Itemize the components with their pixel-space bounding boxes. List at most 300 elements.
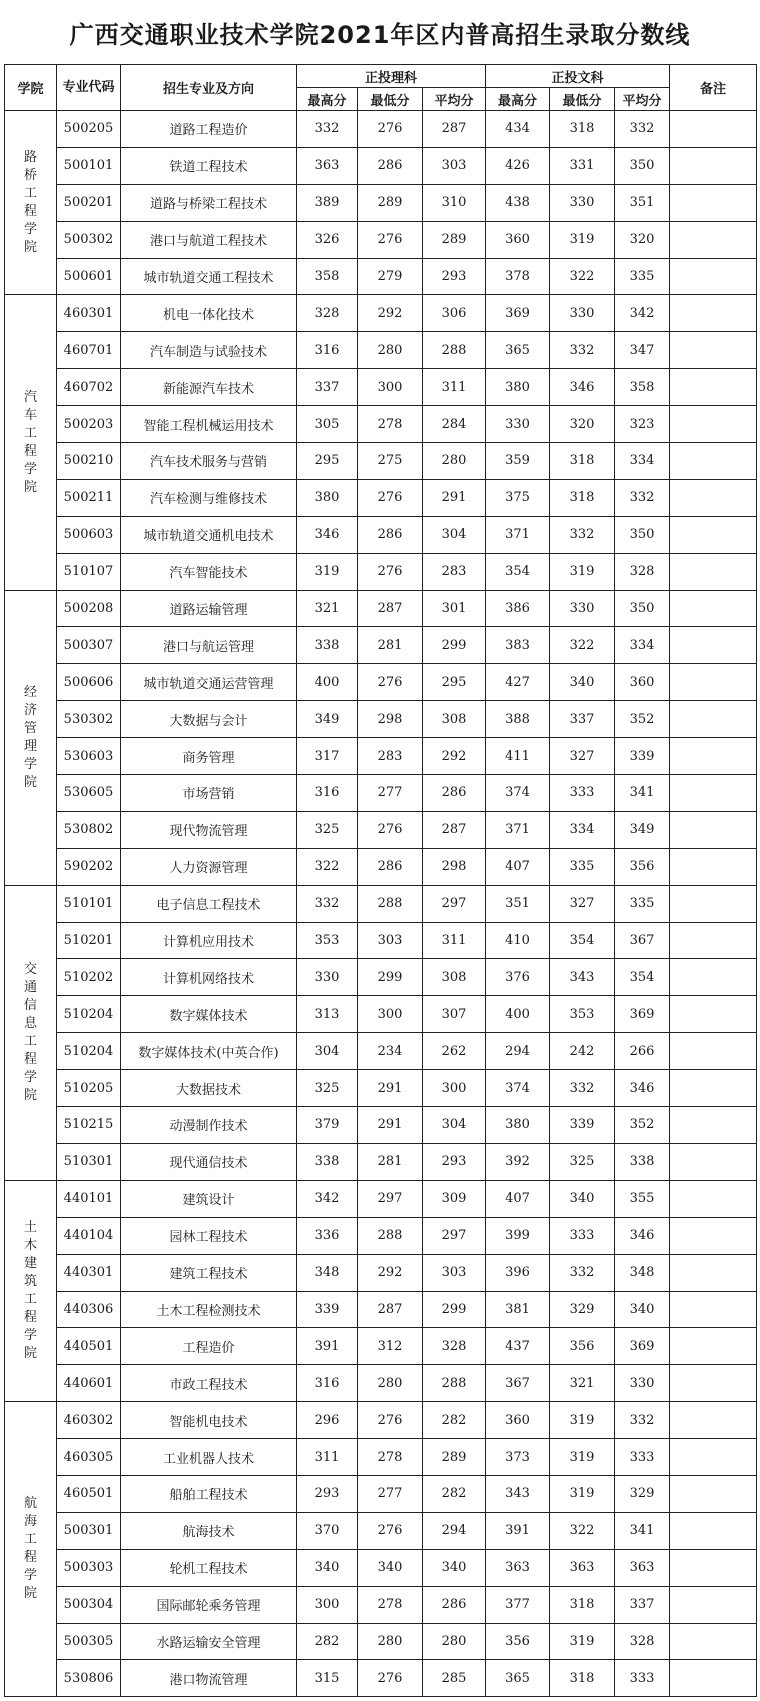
table-row xyxy=(5,258,757,295)
science-min-cell: 275 xyxy=(358,443,423,480)
major-cell: 港口与航运管理 xyxy=(121,627,297,664)
arts-max-cell: 438 xyxy=(486,184,550,221)
arts-avg-cell: 341 xyxy=(615,1512,670,1549)
arts-min-cell: 333 xyxy=(550,1217,615,1254)
arts-avg-cell: 320 xyxy=(615,221,670,258)
arts-min-cell: 332 xyxy=(550,332,615,369)
science-min-cell: 288 xyxy=(358,1217,423,1254)
arts-avg-cell: 369 xyxy=(615,996,670,1033)
arts-max-cell: 386 xyxy=(486,590,550,627)
arts-avg-cell: 358 xyxy=(615,369,670,406)
remark-cell xyxy=(670,1070,757,1107)
remark-cell xyxy=(670,553,757,590)
arts-max-cell: 373 xyxy=(486,1439,550,1476)
science-avg-cell: 328 xyxy=(423,1328,486,1365)
science-avg-cell: 291 xyxy=(423,479,486,516)
science-max-cell: 328 xyxy=(297,295,358,332)
science-min-cell: 276 xyxy=(358,479,423,516)
remark-cell xyxy=(670,1217,757,1254)
arts-max-cell: 374 xyxy=(486,775,550,812)
science-avg-cell: 292 xyxy=(423,738,486,775)
science-min-cell: 292 xyxy=(358,295,423,332)
arts-max-cell: 360 xyxy=(486,221,550,258)
table-row xyxy=(5,221,757,258)
arts-max-cell: 410 xyxy=(486,922,550,959)
science-avg-cell: 340 xyxy=(423,1549,486,1586)
science-max-cell: 317 xyxy=(297,738,358,775)
science-avg-cell: 298 xyxy=(423,848,486,885)
science-max-cell: 342 xyxy=(297,1180,358,1217)
arts-min-cell: 340 xyxy=(550,664,615,701)
remark-cell xyxy=(670,1475,757,1512)
code-cell: 510204 xyxy=(57,1033,121,1070)
arts-avg-cell: 347 xyxy=(615,332,670,369)
major-cell: 电子信息工程技术 xyxy=(121,885,297,922)
arts-min-cell: 332 xyxy=(550,1070,615,1107)
science-min-cell: 286 xyxy=(358,516,423,553)
header-arts-max: 最高分 xyxy=(486,88,550,111)
code-cell: 440301 xyxy=(57,1254,121,1291)
code-cell: 440501 xyxy=(57,1328,121,1365)
science-max-cell: 322 xyxy=(297,848,358,885)
science-avg-cell: 288 xyxy=(423,1365,486,1402)
college-name: 路桥工程学院 xyxy=(23,149,37,255)
major-cell: 大数据技术 xyxy=(121,1070,297,1107)
arts-min-cell: 330 xyxy=(550,590,615,627)
arts-avg-cell: 349 xyxy=(615,811,670,848)
science-max-cell: 389 xyxy=(297,184,358,221)
major-cell: 建筑工程技术 xyxy=(121,1254,297,1291)
science-min-cell: 297 xyxy=(358,1180,423,1217)
code-cell: 510204 xyxy=(57,996,121,1033)
science-max-cell: 336 xyxy=(297,1217,358,1254)
header-science-avg: 平均分 xyxy=(423,88,486,111)
remark-cell xyxy=(670,221,757,258)
code-cell: 440101 xyxy=(57,1180,121,1217)
science-max-cell: 358 xyxy=(297,258,358,295)
code-cell: 530302 xyxy=(57,701,121,738)
major-cell: 轮机工程技术 xyxy=(121,1549,297,1586)
college-name: 经济管理学院 xyxy=(23,684,37,790)
code-cell: 510107 xyxy=(57,553,121,590)
arts-avg-cell: 335 xyxy=(615,885,670,922)
remark-cell xyxy=(670,848,757,885)
science-max-cell: 315 xyxy=(297,1660,358,1697)
science-min-cell: 276 xyxy=(358,221,423,258)
table-row xyxy=(5,811,757,848)
major-cell: 计算机应用技术 xyxy=(121,922,297,959)
arts-max-cell: 365 xyxy=(486,332,550,369)
arts-min-cell: 318 xyxy=(550,111,615,148)
major-cell: 建筑设计 xyxy=(121,1180,297,1217)
code-cell: 530802 xyxy=(57,811,121,848)
table-row xyxy=(5,1623,757,1660)
arts-avg-cell: 351 xyxy=(615,184,670,221)
arts-max-cell: 376 xyxy=(486,959,550,996)
science-min-cell: 287 xyxy=(358,590,423,627)
major-cell: 港口与航道工程技术 xyxy=(121,221,297,258)
major-cell: 现代通信技术 xyxy=(121,1143,297,1180)
table-row xyxy=(5,1254,757,1291)
science-avg-cell: 282 xyxy=(423,1402,486,1439)
science-avg-cell: 308 xyxy=(423,959,486,996)
header-major: 招生专业及方向 xyxy=(121,65,297,111)
code-cell: 500606 xyxy=(57,664,121,701)
table-row xyxy=(5,111,757,148)
code-cell: 510205 xyxy=(57,1070,121,1107)
college-cell xyxy=(5,295,57,590)
table-row xyxy=(5,1660,757,1697)
science-min-cell: 287 xyxy=(358,1291,423,1328)
arts-max-cell: 359 xyxy=(486,443,550,480)
science-min-cell: 277 xyxy=(358,775,423,812)
science-min-cell: 279 xyxy=(358,258,423,295)
science-max-cell: 330 xyxy=(297,959,358,996)
arts-avg-cell: 355 xyxy=(615,1180,670,1217)
table-row xyxy=(5,885,757,922)
science-avg-cell: 282 xyxy=(423,1475,486,1512)
major-cell: 机电一体化技术 xyxy=(121,295,297,332)
major-cell: 智能工程机械运用技术 xyxy=(121,406,297,443)
arts-avg-cell: 332 xyxy=(615,111,670,148)
major-cell: 商务管理 xyxy=(121,738,297,775)
header-science-group: 正投理科 xyxy=(297,65,486,88)
remark-cell xyxy=(670,479,757,516)
remark-cell xyxy=(670,184,757,221)
science-max-cell: 338 xyxy=(297,627,358,664)
arts-avg-cell: 330 xyxy=(615,1365,670,1402)
code-cell: 500303 xyxy=(57,1549,121,1586)
table-row xyxy=(5,922,757,959)
science-min-cell: 286 xyxy=(358,147,423,184)
science-min-cell: 292 xyxy=(358,1254,423,1291)
table-row xyxy=(5,1328,757,1365)
remark-cell xyxy=(670,627,757,664)
table-row xyxy=(5,1475,757,1512)
arts-max-cell: 351 xyxy=(486,885,550,922)
science-avg-cell: 300 xyxy=(423,1070,486,1107)
arts-min-cell: 321 xyxy=(550,1365,615,1402)
code-cell: 460701 xyxy=(57,332,121,369)
code-cell: 500101 xyxy=(57,147,121,184)
college-name: 土木建筑工程学院 xyxy=(23,1220,37,1361)
science-min-cell: 276 xyxy=(358,553,423,590)
science-avg-cell: 289 xyxy=(423,1439,486,1476)
arts-min-cell: 319 xyxy=(550,1439,615,1476)
remark-cell xyxy=(670,1660,757,1697)
major-cell: 计算机网络技术 xyxy=(121,959,297,996)
remark-cell xyxy=(670,1365,757,1402)
arts-max-cell: 343 xyxy=(486,1475,550,1512)
table-row xyxy=(5,775,757,812)
arts-avg-cell: 341 xyxy=(615,775,670,812)
arts-max-cell: 396 xyxy=(486,1254,550,1291)
code-cell: 460702 xyxy=(57,369,121,406)
major-cell: 国际邮轮乘务管理 xyxy=(121,1586,297,1623)
science-min-cell: 312 xyxy=(358,1328,423,1365)
science-max-cell: 339 xyxy=(297,1291,358,1328)
arts-min-cell: 319 xyxy=(550,221,615,258)
table-row xyxy=(5,553,757,590)
arts-min-cell: 340 xyxy=(550,1180,615,1217)
remark-cell xyxy=(670,1328,757,1365)
table-row xyxy=(5,1402,757,1439)
arts-min-cell: 343 xyxy=(550,959,615,996)
arts-max-cell: 375 xyxy=(486,479,550,516)
science-avg-cell: 307 xyxy=(423,996,486,1033)
science-avg-cell: 293 xyxy=(423,258,486,295)
college-name: 航海工程学院 xyxy=(23,1496,37,1602)
code-cell: 500601 xyxy=(57,258,121,295)
header-remark: 备注 xyxy=(670,65,757,111)
major-cell: 新能源汽车技术 xyxy=(121,369,297,406)
arts-min-cell: 332 xyxy=(550,516,615,553)
arts-max-cell: 381 xyxy=(486,1291,550,1328)
arts-avg-cell: 338 xyxy=(615,1143,670,1180)
science-avg-cell: 262 xyxy=(423,1033,486,1070)
code-cell: 500203 xyxy=(57,406,121,443)
college-name: 交通信息工程学院 xyxy=(23,961,37,1103)
header-arts-group: 正投文科 xyxy=(486,65,670,88)
arts-avg-cell: 350 xyxy=(615,590,670,627)
major-cell: 市政工程技术 xyxy=(121,1365,297,1402)
science-max-cell: 380 xyxy=(297,479,358,516)
science-avg-cell: 288 xyxy=(423,332,486,369)
arts-min-cell: 334 xyxy=(550,811,615,848)
table-row xyxy=(5,627,757,664)
remark-cell xyxy=(670,738,757,775)
science-max-cell: 346 xyxy=(297,516,358,553)
science-min-cell: 299 xyxy=(358,959,423,996)
science-max-cell: 316 xyxy=(297,775,358,812)
arts-min-cell: 346 xyxy=(550,369,615,406)
arts-max-cell: 330 xyxy=(486,406,550,443)
science-max-cell: 293 xyxy=(297,1475,358,1512)
science-min-cell: 286 xyxy=(358,848,423,885)
code-cell: 500208 xyxy=(57,590,121,627)
table-row xyxy=(5,701,757,738)
remark-cell xyxy=(670,590,757,627)
major-cell: 道路工程造价 xyxy=(121,111,297,148)
remark-cell xyxy=(670,1033,757,1070)
science-avg-cell: 284 xyxy=(423,406,486,443)
major-cell: 动漫制作技术 xyxy=(121,1107,297,1144)
science-max-cell: 295 xyxy=(297,443,358,480)
science-max-cell: 332 xyxy=(297,885,358,922)
science-avg-cell: 309 xyxy=(423,1180,486,1217)
science-max-cell: 379 xyxy=(297,1107,358,1144)
science-min-cell: 278 xyxy=(358,406,423,443)
remark-cell xyxy=(670,811,757,848)
major-cell: 港口物流管理 xyxy=(121,1660,297,1697)
table-row xyxy=(5,147,757,184)
science-min-cell: 278 xyxy=(358,1586,423,1623)
remark-cell xyxy=(670,1402,757,1439)
science-max-cell: 305 xyxy=(297,406,358,443)
science-avg-cell: 286 xyxy=(423,1586,486,1623)
table-row xyxy=(5,332,757,369)
remark-cell xyxy=(670,1291,757,1328)
arts-min-cell: 319 xyxy=(550,553,615,590)
major-cell: 城市轨道交通工程技术 xyxy=(121,258,297,295)
header-science-min: 最低分 xyxy=(358,88,423,111)
arts-max-cell: 411 xyxy=(486,738,550,775)
arts-min-cell: 319 xyxy=(550,1623,615,1660)
science-min-cell: 276 xyxy=(358,1512,423,1549)
science-max-cell: 296 xyxy=(297,1402,358,1439)
arts-max-cell: 294 xyxy=(486,1033,550,1070)
remark-cell xyxy=(670,1254,757,1291)
header-science-max: 最高分 xyxy=(297,88,358,111)
arts-avg-cell: 334 xyxy=(615,443,670,480)
page-title: 广西交通职业技术学院2021年区内普高招生录取分数线 xyxy=(69,20,691,49)
science-avg-cell: 295 xyxy=(423,664,486,701)
arts-min-cell: 331 xyxy=(550,147,615,184)
science-max-cell: 400 xyxy=(297,664,358,701)
major-cell: 现代物流管理 xyxy=(121,811,297,848)
arts-min-cell: 318 xyxy=(550,479,615,516)
science-avg-cell: 308 xyxy=(423,701,486,738)
arts-max-cell: 392 xyxy=(486,1143,550,1180)
science-max-cell: 353 xyxy=(297,922,358,959)
arts-avg-cell: 352 xyxy=(615,701,670,738)
science-avg-cell: 299 xyxy=(423,627,486,664)
college-cell xyxy=(5,1180,57,1401)
science-min-cell: 280 xyxy=(358,1623,423,1660)
arts-avg-cell: 369 xyxy=(615,1328,670,1365)
code-cell: 530603 xyxy=(57,738,121,775)
remark-cell xyxy=(670,332,757,369)
arts-avg-cell: 333 xyxy=(615,1660,670,1697)
code-cell: 500210 xyxy=(57,443,121,480)
remark-cell xyxy=(670,1549,757,1586)
code-cell: 510301 xyxy=(57,1143,121,1180)
arts-avg-cell: 342 xyxy=(615,295,670,332)
remark-cell xyxy=(670,1107,757,1144)
table-row xyxy=(5,184,757,221)
code-cell: 500201 xyxy=(57,184,121,221)
table-row xyxy=(5,369,757,406)
arts-avg-cell: 334 xyxy=(615,627,670,664)
arts-max-cell: 369 xyxy=(486,295,550,332)
science-max-cell: 325 xyxy=(297,811,358,848)
science-avg-cell: 293 xyxy=(423,1143,486,1180)
science-min-cell: 283 xyxy=(358,738,423,775)
code-cell: 510201 xyxy=(57,922,121,959)
remark-cell xyxy=(670,1512,757,1549)
science-min-cell: 280 xyxy=(358,1365,423,1402)
science-min-cell: 276 xyxy=(358,811,423,848)
college-cell xyxy=(5,1402,57,1697)
remark-cell xyxy=(670,701,757,738)
science-max-cell: 316 xyxy=(297,332,358,369)
remark-cell xyxy=(670,1623,757,1660)
science-avg-cell: 306 xyxy=(423,295,486,332)
science-min-cell: 276 xyxy=(358,111,423,148)
arts-min-cell: 337 xyxy=(550,701,615,738)
code-cell: 460305 xyxy=(57,1439,121,1476)
college-cell xyxy=(5,885,57,1180)
code-cell: 500211 xyxy=(57,479,121,516)
science-avg-cell: 304 xyxy=(423,516,486,553)
science-max-cell: 325 xyxy=(297,1070,358,1107)
arts-max-cell: 426 xyxy=(486,147,550,184)
arts-avg-cell: 340 xyxy=(615,1291,670,1328)
major-cell: 人力资源管理 xyxy=(121,848,297,885)
arts-min-cell: 335 xyxy=(550,848,615,885)
arts-min-cell: 333 xyxy=(550,775,615,812)
table-row xyxy=(5,1143,757,1180)
remark-cell xyxy=(670,775,757,812)
table-row xyxy=(5,295,757,332)
remark-cell xyxy=(670,1180,757,1217)
major-cell: 水路运输安全管理 xyxy=(121,1623,297,1660)
table-row xyxy=(5,1365,757,1402)
arts-min-cell: 329 xyxy=(550,1291,615,1328)
science-avg-cell: 304 xyxy=(423,1107,486,1144)
arts-max-cell: 365 xyxy=(486,1660,550,1697)
arts-max-cell: 374 xyxy=(486,1070,550,1107)
arts-avg-cell: 266 xyxy=(615,1033,670,1070)
science-max-cell: 363 xyxy=(297,147,358,184)
arts-max-cell: 380 xyxy=(486,369,550,406)
arts-min-cell: 327 xyxy=(550,885,615,922)
science-max-cell: 313 xyxy=(297,996,358,1033)
arts-max-cell: 360 xyxy=(486,1402,550,1439)
science-avg-cell: 297 xyxy=(423,1217,486,1254)
arts-max-cell: 434 xyxy=(486,111,550,148)
arts-min-cell: 318 xyxy=(550,1660,615,1697)
science-max-cell: 348 xyxy=(297,1254,358,1291)
remark-cell xyxy=(670,996,757,1033)
header-code: 专业代码 xyxy=(57,65,121,111)
remark-cell xyxy=(670,258,757,295)
science-min-cell: 298 xyxy=(358,701,423,738)
table-row xyxy=(5,516,757,553)
science-avg-cell: 280 xyxy=(423,443,486,480)
arts-avg-cell: 332 xyxy=(615,1402,670,1439)
major-cell: 铁道工程技术 xyxy=(121,147,297,184)
table-row xyxy=(5,1439,757,1476)
science-min-cell: 300 xyxy=(358,996,423,1033)
arts-max-cell: 371 xyxy=(486,811,550,848)
arts-max-cell: 354 xyxy=(486,553,550,590)
table-row xyxy=(5,1586,757,1623)
arts-avg-cell: 363 xyxy=(615,1549,670,1586)
major-cell: 智能机电技术 xyxy=(121,1402,297,1439)
code-cell: 500603 xyxy=(57,516,121,553)
science-avg-cell: 286 xyxy=(423,775,486,812)
science-min-cell: 303 xyxy=(358,922,423,959)
remark-cell xyxy=(670,1143,757,1180)
code-cell: 510101 xyxy=(57,885,121,922)
science-max-cell: 304 xyxy=(297,1033,358,1070)
table-row xyxy=(5,1217,757,1254)
science-min-cell: 278 xyxy=(358,1439,423,1476)
arts-min-cell: 353 xyxy=(550,996,615,1033)
arts-avg-cell: 337 xyxy=(615,1586,670,1623)
score-table xyxy=(4,64,757,1697)
science-max-cell: 338 xyxy=(297,1143,358,1180)
remark-cell xyxy=(670,1586,757,1623)
arts-avg-cell: 335 xyxy=(615,258,670,295)
arts-max-cell: 388 xyxy=(486,701,550,738)
table-row xyxy=(5,996,757,1033)
code-cell: 510202 xyxy=(57,959,121,996)
major-cell: 船舶工程技术 xyxy=(121,1475,297,1512)
science-avg-cell: 289 xyxy=(423,221,486,258)
arts-min-cell: 327 xyxy=(550,738,615,775)
